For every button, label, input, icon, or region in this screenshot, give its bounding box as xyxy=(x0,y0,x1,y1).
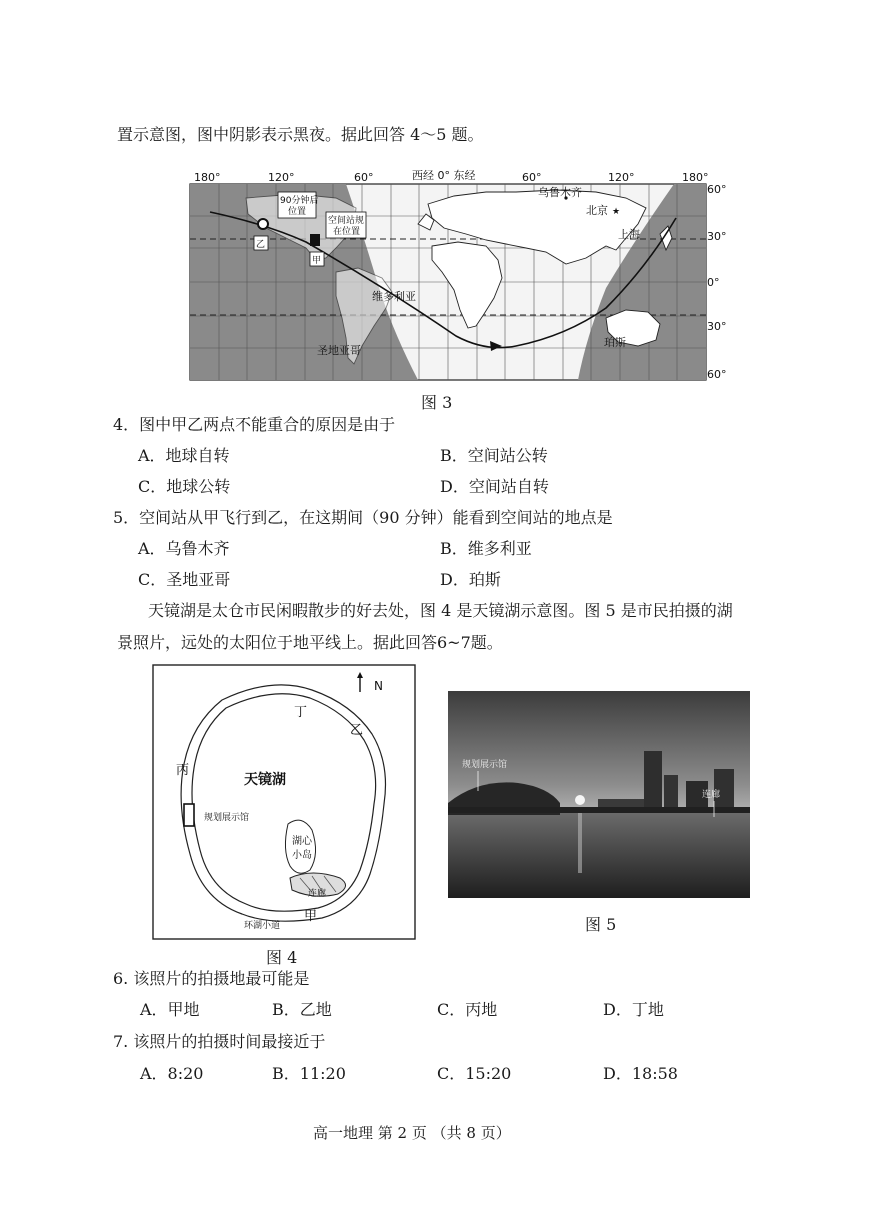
island-label-1: 湖心 xyxy=(292,836,312,847)
lon-label-180w: 180° xyxy=(194,171,221,184)
lon-label-60w: 60° xyxy=(354,171,374,184)
q6-option-c[interactable]: C．丙地 xyxy=(437,1000,498,1019)
north-label: N xyxy=(374,679,383,693)
sun xyxy=(575,795,585,805)
figure-3-map xyxy=(186,168,726,384)
hall-label: 规划展示馆 xyxy=(204,813,250,823)
lon-label-60e: 60° xyxy=(522,171,542,184)
q4-option-d[interactable]: D．空间站自转 xyxy=(440,477,549,496)
point-yi: 乙 xyxy=(350,723,364,738)
point-ding: 丁 xyxy=(294,705,308,720)
q5-option-a[interactable]: A．乌鲁木齐 xyxy=(138,539,230,558)
point-bing: 丙 xyxy=(176,763,190,778)
svg-text:★: ★ xyxy=(612,207,621,217)
q4-option-b[interactable]: B．空间站公转 xyxy=(440,446,548,465)
place-urumqi: 乌鲁木齐 xyxy=(538,186,582,199)
lon-label-180e: 180° xyxy=(682,171,709,184)
box-90min-line1: 90分钟后 xyxy=(280,196,319,206)
point-jia-label: 甲 xyxy=(312,256,322,266)
place-santiago: 圣地亚哥 xyxy=(317,344,361,357)
intro-text: 置示意图，图中阴影表示黑夜。据此回答 4～5 题。 xyxy=(117,125,484,144)
q4-option-a[interactable]: A．地球自转 xyxy=(138,446,230,465)
q7-option-a[interactable]: A．8:20 xyxy=(140,1064,204,1083)
figure-4-caption: 图 4 xyxy=(266,948,298,967)
lat-label-60n: 60° xyxy=(707,183,726,196)
q5-option-c[interactable]: C．圣地亚哥 xyxy=(138,570,231,589)
q7-stem: 7. 该照片的拍摄时间最接近于 xyxy=(113,1032,326,1051)
box-90min-line2: 位置 xyxy=(288,207,307,217)
q4-stem: 4．图中甲乙两点不能重合的原因是由于 xyxy=(113,415,396,434)
island-label-2: 小岛 xyxy=(292,850,312,861)
figure-3-caption: 图 3 xyxy=(421,393,453,412)
lat-label-30n: 30° xyxy=(707,230,726,243)
lon-label-center: 西经 0° 东经 xyxy=(412,169,476,182)
lat-label-60s: 60° xyxy=(707,368,726,381)
q4-option-c[interactable]: C．地球公转 xyxy=(138,477,231,496)
q7-option-d[interactable]: D．18:58 xyxy=(603,1064,678,1083)
figure-5-caption: 图 5 xyxy=(585,915,617,934)
page-footer: 高一地理 第 2 页 （共 8 页） xyxy=(313,1124,511,1142)
corridor-label: 连廊 xyxy=(308,889,327,899)
box-station-line1: 空间站规 xyxy=(328,216,365,226)
point-jia-marker xyxy=(310,234,320,246)
lat-label-0: 0° xyxy=(707,276,720,289)
q5-stem: 5．空间站从甲飞行到乙，在这期间（90 分钟）能看到空间站的地点是 xyxy=(113,508,613,527)
q6-option-a[interactable]: A．甲地 xyxy=(140,1000,200,1019)
lat-label-30s: 30° xyxy=(707,320,726,333)
hall-marker xyxy=(184,804,194,826)
box-station-line2: 在位置 xyxy=(333,227,361,237)
q7-option-c[interactable]: C．15:20 xyxy=(437,1064,512,1083)
point-yi-marker xyxy=(258,219,268,229)
passage-line-1: 天镜湖是太仓市民闲暇散步的好去处，图 4 是天镜湖示意图。图 5 是市民拍摄的湖 xyxy=(148,601,733,620)
lake-name: 天镜湖 xyxy=(244,772,286,788)
photo-corridor-label: 连廊 xyxy=(702,790,721,800)
point-jia: 甲 xyxy=(304,909,318,924)
place-shanghai: 上海 xyxy=(618,228,640,241)
passage-line-2: 景照片，远处的太阳位于地平线上。据此回答6~7题。 xyxy=(117,633,503,652)
lon-label-120e: 120° xyxy=(608,171,635,184)
figure-4-lake-map xyxy=(152,664,416,942)
q6-option-b[interactable]: B．乙地 xyxy=(272,1000,332,1019)
photo-hall-label: 规划展示馆 xyxy=(462,760,508,770)
place-beijing: 北京 xyxy=(586,204,608,217)
q7-option-b[interactable]: B．11:20 xyxy=(272,1064,346,1083)
lake-path-label: 环湖小道 xyxy=(244,921,281,931)
point-yi-label: 乙 xyxy=(256,240,266,250)
q5-option-d[interactable]: D．珀斯 xyxy=(440,570,501,589)
lon-label-120w: 120° xyxy=(268,171,295,184)
q6-stem: 6. 该照片的拍摄地最可能是 xyxy=(113,969,310,988)
figure-5-photo xyxy=(448,691,750,898)
place-perth: 珀斯 xyxy=(604,336,626,349)
q6-option-d[interactable]: D．丁地 xyxy=(603,1000,664,1019)
q5-option-b[interactable]: B．维多利亚 xyxy=(440,539,532,558)
place-victoria: 维多利亚 xyxy=(372,290,416,303)
